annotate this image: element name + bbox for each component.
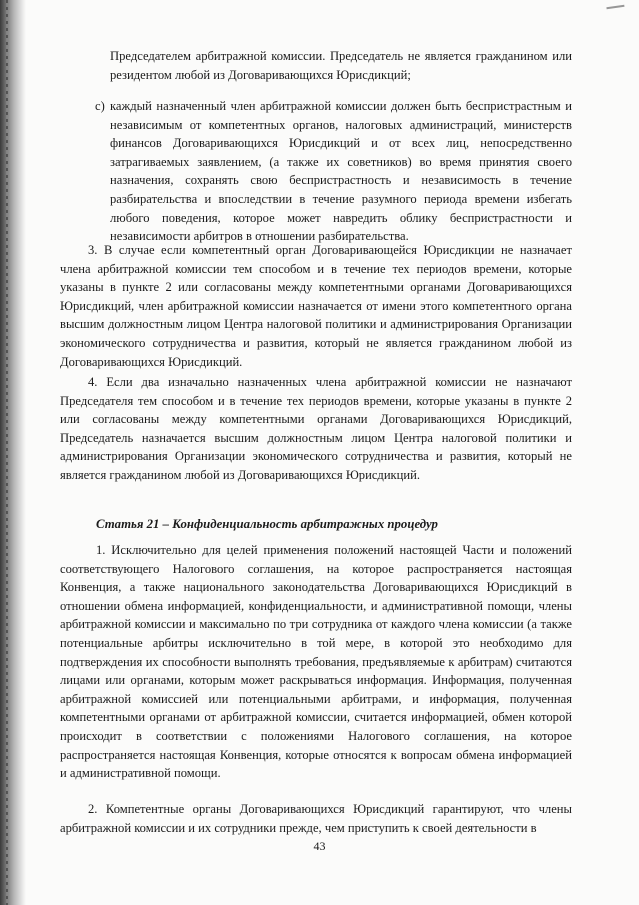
list-item-c-text: каждый назначенный член арбитражной комиссии должен быть беспристрастным и независимым от компетентных органов, налоговых администраций, министерств финансов Договаривающихся Юрисдикций и от всех лиц, непосредственно затрагиваемых заявлением, (а также их советников) во время принятия своего назначения, сохранять свою беспристрастность и независимость в течение разбирательства и впоследствии в течение разумного периода времени избегать любого поведения, которое может навредить облику беспристрастности и независимости арбитров в отношении разбирательства. bbox=[110, 99, 572, 244]
article-21-paragraph-1: 1. Исключительно для целей применения положений настоящей Части и положений соответствующего Налогового соглашения, на которое распространяется настоящая Конвенция, а также национального законодательства Договаривающихся Юрисдикций в отношении обмена информацией, конфиденциальности, и административной помощи, члены арбитражной комиссии и максимально по три сотрудника от каждого члена комиссии (а также потенциальные арбитры исключительно в той мере, в которой это необходимо для подтверждения их способности выполнять требования, предъявляемые к арбитрам) считаются лицами или органами, которым может раскрываться информация. Информация, полученная арбитражной комиссией или потенциальными арбитрами, и информация, полученная компетентными органами от арбитражной комиссии, считается информацией, обмен которой происходит в соответствии с положениями Налогового соглашения, на которое распространяется настоящая Конвенция, которые относятся к вопросам обмена информацией и административной помощи. bbox=[60, 543, 572, 781]
scan-corner-mark bbox=[606, 5, 625, 17]
list-item-c bbox=[60, 97, 572, 246]
paragraph-3: 3. В случае если компетентный орган Договаривающейся Юрисдикции не назначает члена арбитражной комиссии тем способом и в течение тех периодов времени, которые указаны в пункте 2 или согласованы между компетентными органами Договаривающихся Юрисдикций, член арбитражной комиссии назначается от имени этого компетентного органа высшим должностным лицом Центра налоговой политики и администрирования Организации экономического сотрудничества и развития, который не является гражданином любой из Договаривающихся Юрисдикций. bbox=[60, 243, 572, 369]
paragraph-b-continuation: Председателем арбитражной комиссии. Председатель не является гражданином или резидентом любой из Договаривающихся Юрисдикций; bbox=[110, 49, 572, 82]
list-item-c-label: c) bbox=[95, 99, 105, 113]
scan-shadow-edge bbox=[0, 0, 26, 905]
page-number: 43 bbox=[313, 839, 326, 853]
article-21-heading: Статья 21 – Конфиденциальность арбитражных процедур bbox=[96, 517, 438, 531]
article-21-paragraph-2: 2. Компетентные органы Договаривающихся Юрисдикций гарантируют, что члены арбитражной комиссии и их сотрудники прежде, чем приступить к своей деятельности в bbox=[60, 802, 572, 835]
paragraph-4: 4. Если два изначально назначенных члена арбитражной комиссии не назначают Председателя тем способом и в течение тех периодов времени, которые указаны в пункте 2 или согласованы между компетентными органами Договаривающихся Юрисдикций, Председатель назначается высшим должностным лицом Центра налоговой политики и администрирования Организации экономического сотрудничества и развития, который не является гражданином любой из Договаривающихся Юрисдикций. bbox=[60, 375, 572, 482]
